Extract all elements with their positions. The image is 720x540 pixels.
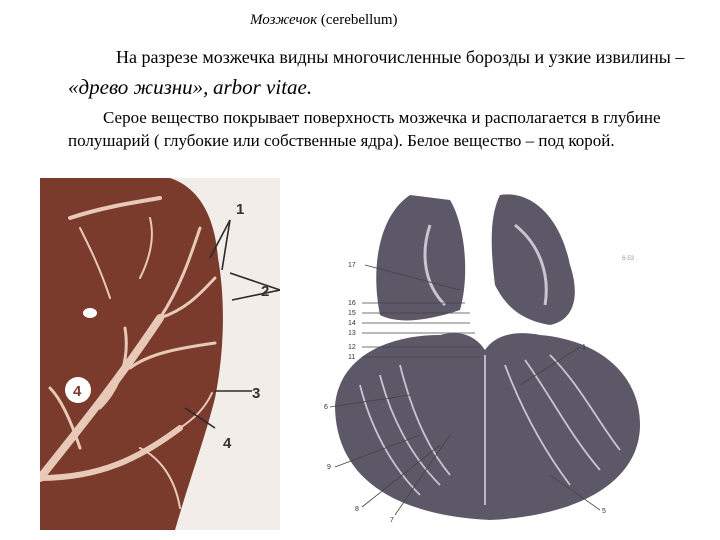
label-15: 15 [348,310,356,317]
cerebellum-drawing-figure [300,185,680,530]
title-latin: (cerebellum) [320,12,398,28]
cerebellum-section-figure [40,178,280,530]
paragraph-arbor-vitae [68,42,688,103]
label-6: 6 [324,404,328,411]
label-8: 8 [355,506,359,513]
label-r1: 1 [582,344,586,351]
paragraph1-latin: arbor vitae. [212,75,313,99]
page-title [250,12,398,29]
paragraph1-text: На разрезе мозжечка видны многочисленные борозды и узкие извилины – [116,47,685,67]
paragraph2-text: Серое вещество покрывает поверхность мозжечка и располагается в глубине полушарий ( глубокие или собственные ядра). Белое вещество – под корой. [68,108,661,150]
ventricle-spot [83,308,97,318]
paragraph-grey-white-matter [68,106,688,152]
label-5: 5 [602,508,606,515]
label-12: 12 [348,344,356,351]
label-13: 13 [348,330,356,337]
label-2: 2 [261,283,270,300]
figure-number: 6-53 [622,256,635,262]
paragraph1-quote: «древо жизни», [68,75,209,99]
marker-4-inner: 4 [73,383,82,400]
label-11: 11 [348,354,356,361]
label-14: 14 [348,320,356,327]
label-7: 7 [390,517,394,524]
title-russian: Мозжечок [250,12,318,28]
label-3: 3 [252,385,261,402]
label-1: 1 [236,201,245,218]
label-16: 16 [348,300,356,307]
label-9: 9 [327,464,331,471]
label-4: 4 [223,435,232,452]
label-17: 17 [348,262,356,269]
